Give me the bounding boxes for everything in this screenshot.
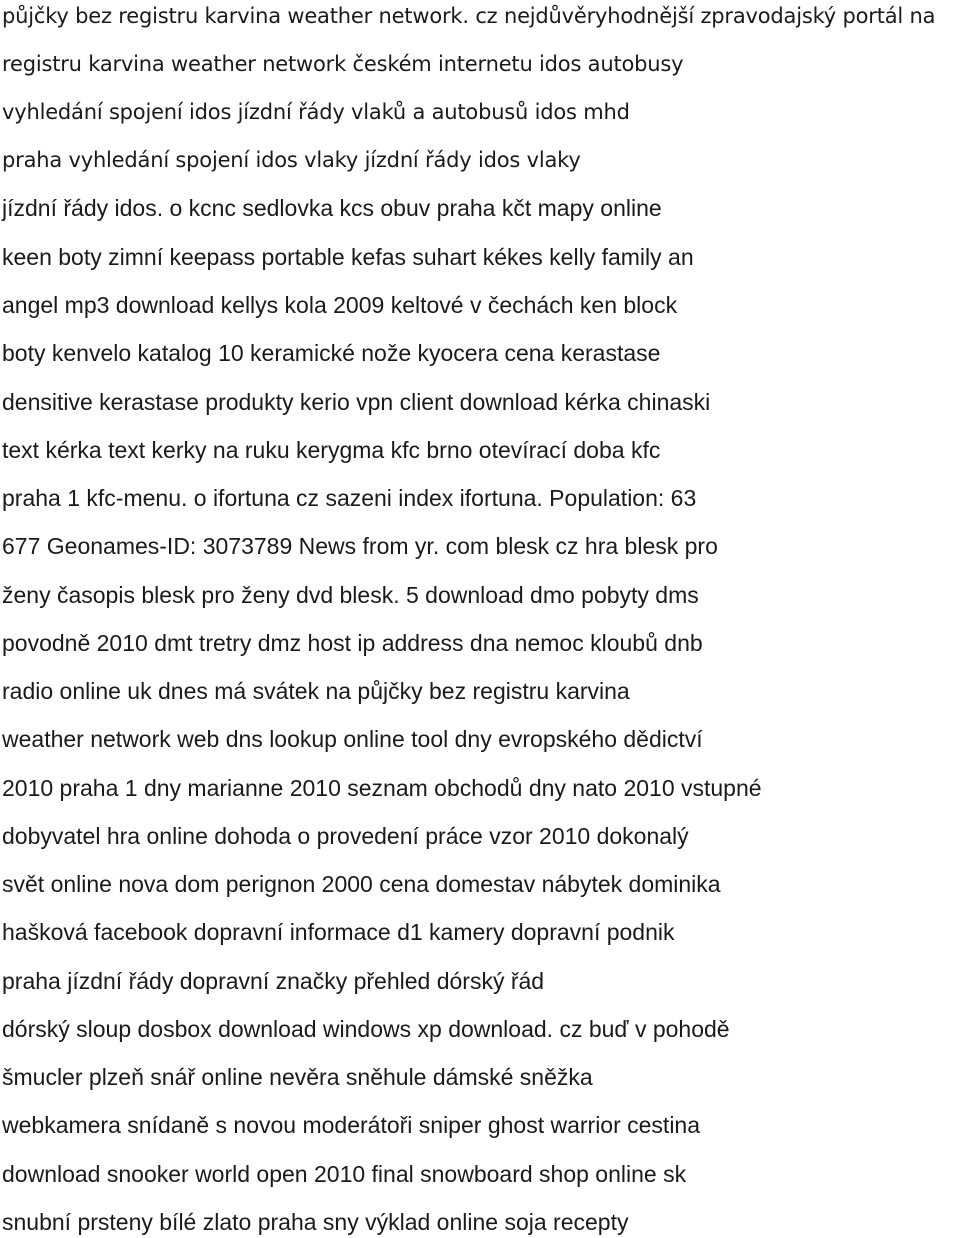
text-line: praha vyhledání spojení idos vlaky jízdní řády idos vlaky <box>2 148 581 172</box>
text-line: 2010 praha 1 dny marianne 2010 seznam obchodů dny nato 2010 vstupné <box>2 775 762 801</box>
text-line: vyhledání spojení idos jízdní řády vlaků a autobusů idos mhd <box>2 100 630 124</box>
text-line: praha jízdní řády dopravní značky přehled dórský řád <box>2 968 545 994</box>
text-line: snubní prsteny bílé zlato praha sny výklad online soja recepty <box>2 1209 629 1235</box>
text-line: weather network web dns lookup online tool dny evropského dědictví <box>2 726 703 752</box>
text-line: šmucler plzeň snář online nevěra sněhule dámské sněžka <box>2 1064 593 1090</box>
text-line: svět online nova dom perignon 2000 cena domestav nábytek dominika <box>2 871 721 897</box>
text-line: radio online uk dnes má svátek na půjčky bez registru karvina <box>2 678 630 704</box>
text-line: download snooker world open 2010 final snowboard shop online sk <box>2 1161 687 1187</box>
text-line: půjčky bez registru karvina weather network. cz nejdůvěryhodnější zpravodajský portál na <box>2 4 936 28</box>
text-line: dobyvatel hra online dohoda o provedení práce vzor 2010 dokonalý <box>2 823 689 849</box>
text-line: povodně 2010 dmt tretry dmz host ip address dna nemoc kloubů dnb <box>2 630 703 656</box>
text-line: registru karvina weather network českém internetu idos autobusy <box>2 52 684 76</box>
text-line: densitive kerastase produkty kerio vpn client download kérka chinaski <box>2 389 711 415</box>
text-line: jízdní řády idos. o kcnc sedlovka kcs obuv praha kčt mapy online <box>2 195 662 221</box>
text-line: text kérka text kerky na ruku kerygma kfc brno otevírací doba kfc <box>2 437 661 463</box>
text-line: keen boty zimní keepass portable kefas suhart kékes kelly family an <box>2 244 694 270</box>
text-line: ženy časopis blesk pro ženy dvd blesk. 5 download dmo pobyty dms <box>2 582 699 608</box>
text-line: webkamera snídaně s novou moderátoři sniper ghost warrior cestina <box>2 1112 701 1138</box>
text-line: angel mp3 download kellys kola 2009 keltové v čechách ken block <box>2 292 678 318</box>
text-line: boty kenvelo katalog 10 keramické nože kyocera cena kerastase <box>2 340 661 366</box>
text-line: hašková facebook dopravní informace d1 kamery dopravní podnik <box>2 919 675 945</box>
text-line: dórský sloup dosbox download windows xp download. cz buď v pohodě <box>2 1016 730 1042</box>
text-line: praha 1 kfc-menu. o ifortuna cz sazeni index ifortuna. Population: 63 <box>2 485 697 511</box>
text-line: 677 Geonames-ID: 3073789 News from yr. com blesk cz hra blesk pro <box>2 533 718 559</box>
